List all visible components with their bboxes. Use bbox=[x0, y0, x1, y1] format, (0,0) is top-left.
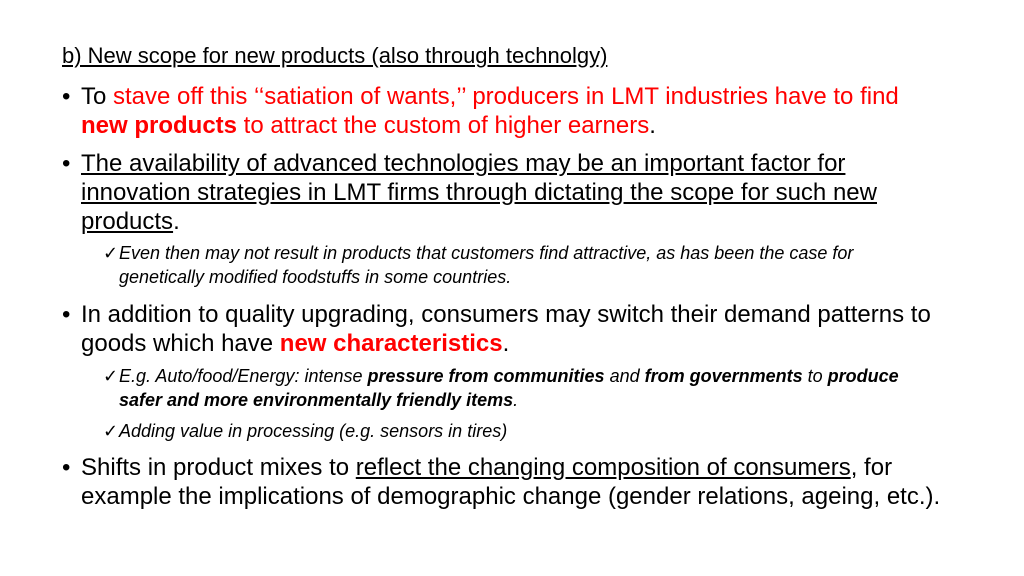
bullet-technologies bbox=[62, 149, 942, 236]
bullet-quality-upgrading bbox=[62, 300, 942, 358]
checkmark-icon: ✓ bbox=[103, 243, 119, 263]
bullet-icon: • bbox=[62, 83, 71, 110]
checkmark-icon: ✓ bbox=[103, 421, 119, 441]
bullet-icon: • bbox=[62, 301, 71, 328]
sub-bullet-gm-foodstuffs bbox=[103, 241, 923, 289]
bullet-satiation bbox=[62, 82, 942, 140]
bullet-text: Shifts in product mixes to reflect the changing composition of consumers, for example the implications of demographic change (gender relations, ageing, etc.). bbox=[81, 454, 941, 510]
bullet-product-mixes bbox=[62, 453, 942, 511]
sub-bullet-text: E.g. Auto/food/Energy: intense pressure from communities and from governments to produce safer and more environmentally friendly items. bbox=[119, 366, 899, 410]
sub-bullet-text: Adding value in processing (e.g. sensors in tires) bbox=[119, 421, 508, 441]
checkmark-icon: ✓ bbox=[103, 366, 119, 386]
bullet-icon: • bbox=[62, 150, 71, 177]
slide-heading: b) New scope for new products (also through technolgy) bbox=[62, 43, 608, 68]
bullet-text: In addition to quality upgrading, consumers may switch their demand patterns to goods which have new characteristics. bbox=[81, 301, 931, 357]
sub-bullet-text: Even then may not result in products that customers find attractive, as has been the case for genetically modified foodstuffs in some countries. bbox=[119, 243, 854, 287]
bullet-icon: • bbox=[62, 454, 71, 481]
bullet-text: The availability of advanced technologies may be an important factor for innovation strategies in LMT firms through dictating the scope for such new products. bbox=[81, 150, 877, 235]
sub-bullet-sensors bbox=[103, 419, 923, 443]
sub-bullet-pressure bbox=[103, 364, 923, 412]
bullet-text: To stave off this ‘‘satiation of wants,’’ producers in LMT industries have to find new products to attract the custom of higher earners. bbox=[81, 83, 899, 139]
